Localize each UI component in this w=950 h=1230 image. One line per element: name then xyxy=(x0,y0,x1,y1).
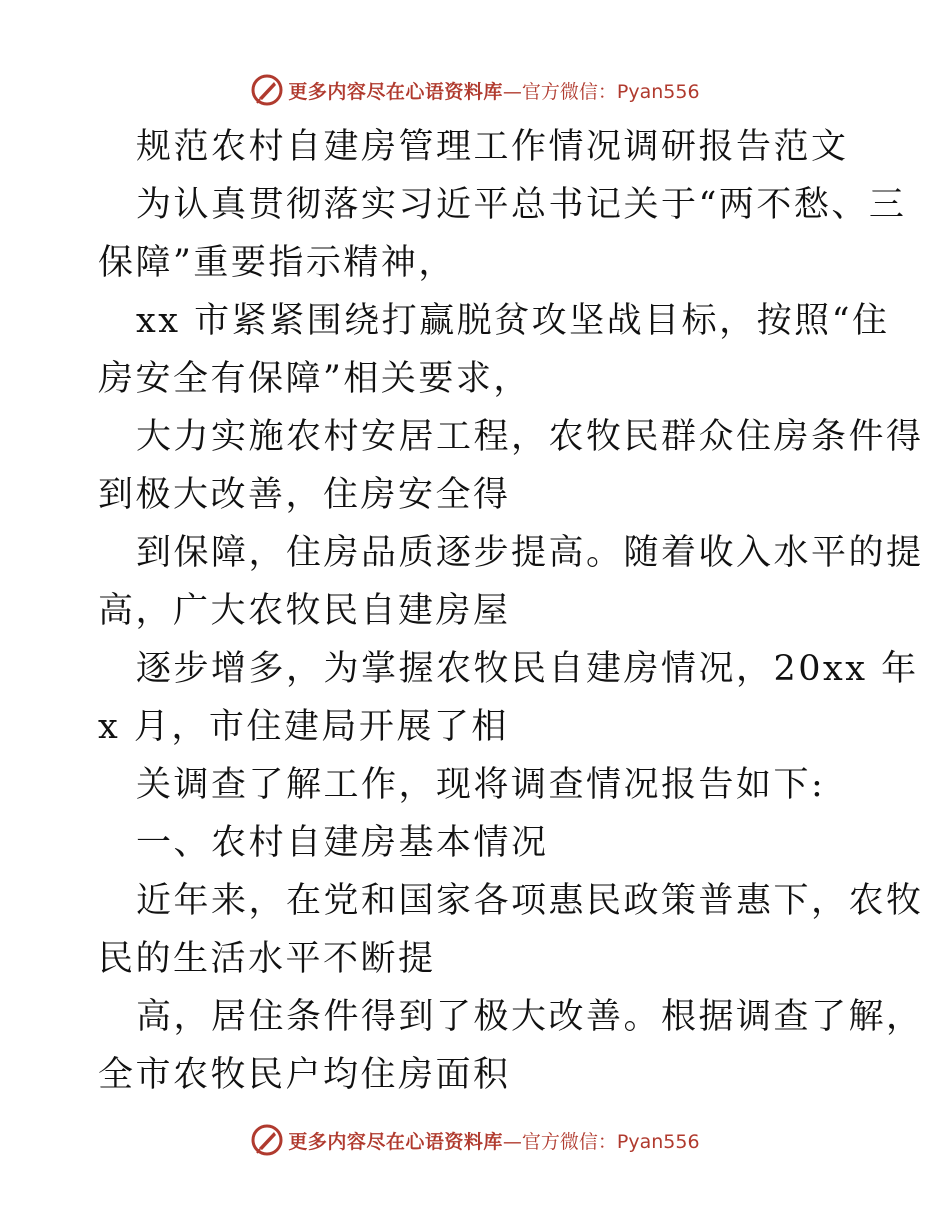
paragraph-line: 为认真贯彻落实习近平总书记关于“两不愁、三 xyxy=(136,185,907,225)
document-body xyxy=(98,118,924,1104)
paragraph-line: 高，广大农牧民自建房屋 xyxy=(98,591,511,631)
watermark-wechat: —官方微信：Pyan556 xyxy=(502,1130,700,1153)
section-heading: 一、农村自建房基本情况 xyxy=(136,823,549,863)
document-title: 规范农村自建房管理工作情况调研报告范文 xyxy=(136,127,849,167)
paragraph-line: 近年来，在党和国家各项惠民政策普惠下，农牧 xyxy=(136,881,924,921)
header-watermark xyxy=(0,70,950,110)
paragraph-line: 关调查了解工作，现将调查情况报告如下: xyxy=(136,765,826,805)
footer-watermark xyxy=(0,1120,950,1160)
feather-pen-logo-icon xyxy=(250,1123,284,1157)
paragraph-line: 到极大改善，住房安全得 xyxy=(98,475,511,515)
feather-pen-logo-icon xyxy=(250,73,284,107)
paragraph-line: 高，居住条件得到了极大改善。根据调查了解， xyxy=(136,997,924,1037)
paragraph-line: 全市农牧民户均住房面积 xyxy=(98,1055,511,1095)
paragraph-line: 大力实施农村安居工程，农牧民群众住房条件得 xyxy=(136,417,924,457)
watermark-brand: 更多内容尽在心语资料库 xyxy=(288,80,503,103)
paragraph-line: 房安全有保障”相关要求， xyxy=(98,359,531,399)
paragraph-line: 到保障，住房品质逐步提高。随着收入水平的提 xyxy=(136,533,924,573)
paragraph-line: 民的生活水平不断提 xyxy=(98,939,436,979)
paragraph-line: 保障”重要指示精神， xyxy=(98,243,456,283)
paragraph-line: xx 市紧紧围绕打赢脱贫攻坚战目标，按照“住 xyxy=(136,301,890,341)
paragraph-line: 逐步增多，为掌握农牧民自建房情况，20xx 年 xyxy=(136,649,919,689)
paragraph-line: x 月，市住建局开展了相 xyxy=(98,707,509,747)
watermark-brand: 更多内容尽在心语资料库 xyxy=(288,1130,503,1153)
watermark-wechat: —官方微信：Pyan556 xyxy=(502,80,700,103)
